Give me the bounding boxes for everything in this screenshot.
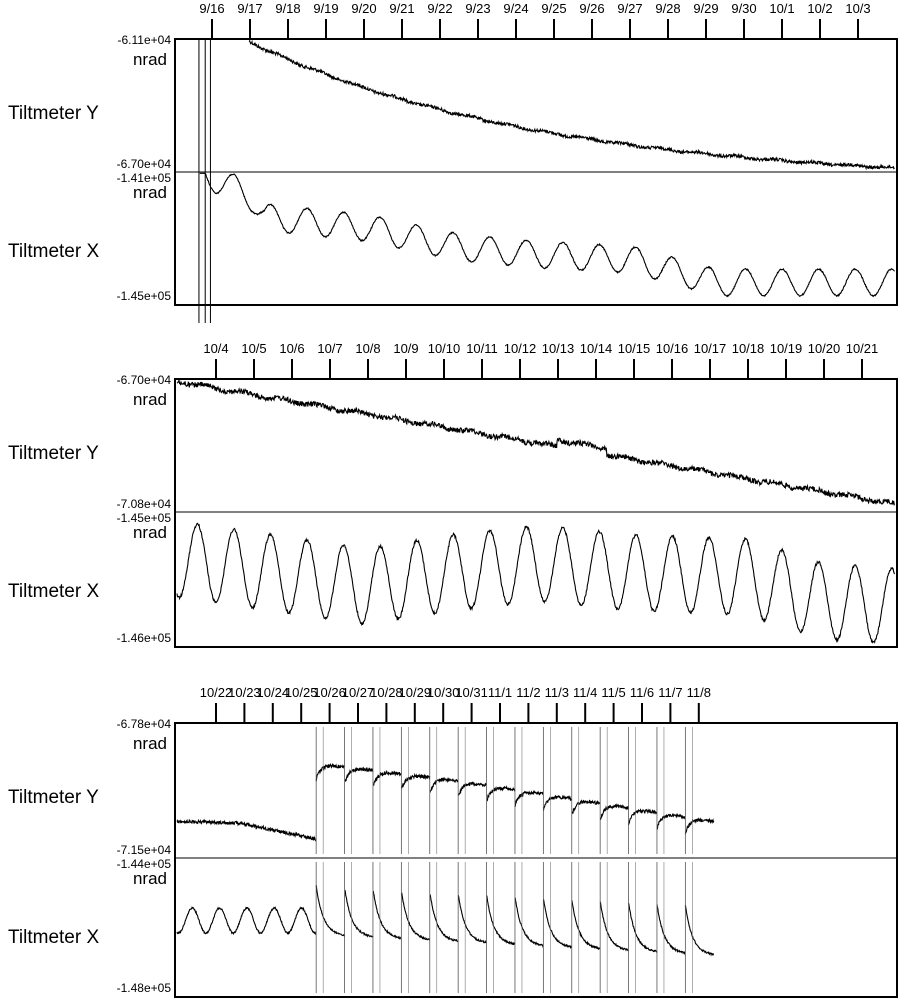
panel-2 [8, 341, 897, 647]
date-tick-label: 10/15 [617, 341, 651, 356]
date-tick-label: 9/20 [351, 1, 377, 16]
date-tick-label: 11/1 [487, 685, 513, 700]
date-tick-label: 9/18 [275, 1, 301, 16]
date-tick-label: 10/10 [427, 341, 461, 356]
panel-1 [8, 1, 897, 323]
date-tick-label: 9/23 [465, 1, 491, 16]
axis-max-label: -6.78e+04 [116, 717, 171, 731]
date-tick-label: 11/4 [573, 685, 598, 700]
date-tick-label: 10/6 [279, 341, 305, 356]
date-tick-label: 10/18 [731, 341, 765, 356]
date-tick-label: 10/3 [845, 1, 871, 16]
date-tick-label: 10/26 [313, 685, 346, 700]
axis-max-label: -1.41e+05 [116, 171, 171, 185]
date-tick-label: 9/25 [541, 1, 567, 16]
panel-frame [175, 379, 897, 647]
series-tiltmeter-x [8, 39, 897, 323]
unit-label: nrad [132, 734, 167, 753]
unit-label: nrad [132, 869, 167, 888]
date-tick-label: 9/28 [655, 1, 681, 16]
panel-3 [8, 685, 897, 997]
date-tick-label: 11/8 [686, 685, 711, 700]
date-tick-label: 9/19 [313, 1, 339, 16]
date-tick-label: 10/27 [341, 685, 375, 700]
date-tick-label: 10/19 [769, 341, 803, 356]
series-tiltmeter-y [8, 373, 895, 511]
date-tick-label: 10/8 [355, 341, 381, 356]
date-tick-label: 9/30 [731, 1, 757, 16]
date-tick-label: 9/29 [693, 1, 719, 16]
series-trace [249, 41, 895, 169]
axis-min-label: -1.45e+05 [116, 289, 171, 303]
series-trace [177, 885, 714, 955]
date-tick-label: 10/20 [807, 341, 841, 356]
unit-label: nrad [132, 390, 167, 409]
date-tick-label: 10/4 [203, 341, 229, 356]
series-name-label: Tiltmeter X [8, 581, 100, 602]
series-trace [177, 381, 895, 505]
date-tick-label: 10/13 [541, 341, 575, 356]
date-tick-label: 9/26 [579, 1, 605, 16]
series-trace [177, 523, 895, 642]
date-tick-label: 11/5 [601, 685, 626, 700]
date-tick-label: 9/27 [617, 1, 643, 16]
date-tick-label: 10/21 [845, 341, 879, 356]
date-tick-label: 10/7 [317, 341, 343, 356]
date-tick-label: 9/17 [237, 1, 263, 16]
unit-label: nrad [132, 183, 167, 202]
series-tiltmeter-y [8, 33, 895, 171]
axis-min-label: -7.08e+04 [116, 497, 171, 511]
date-tick-label: 9/16 [199, 1, 225, 16]
axis-min-label: -1.48e+05 [116, 981, 171, 995]
axis-min-label: -6.70e+04 [116, 157, 171, 171]
date-tick-label: 10/22 [199, 685, 233, 700]
date-tick-label: 10/2 [807, 1, 833, 16]
date-tick-label: 9/21 [389, 1, 415, 16]
date-tick-label: 10/25 [284, 685, 318, 700]
series-tiltmeter-x [8, 857, 897, 995]
panel-frame [175, 723, 897, 997]
series-tiltmeter-x [8, 511, 897, 645]
date-tick-label: 10/30 [426, 685, 460, 700]
date-tick-label: 10/12 [503, 341, 537, 356]
date-tick-label: 10/31 [455, 685, 488, 700]
date-tick-label: 10/1 [769, 1, 795, 16]
axis-max-label: -1.45e+05 [116, 511, 171, 525]
date-tick-label: 10/11 [466, 341, 498, 356]
series-name-label: Tiltmeter Y [8, 443, 99, 464]
date-tick-label: 11/2 [516, 685, 541, 700]
series-name-label: Tiltmeter X [8, 241, 100, 262]
date-tick-label: 10/9 [393, 341, 419, 356]
unit-label: nrad [132, 523, 167, 542]
axis-min-label: -7.15e+04 [116, 843, 171, 857]
series-trace [200, 173, 895, 296]
date-tick-label: 10/16 [655, 341, 689, 356]
date-tick-label: 10/23 [228, 685, 261, 700]
date-tick-label: 10/5 [241, 341, 267, 356]
date-tick-label: 11/6 [629, 685, 655, 700]
unit-label: nrad [132, 50, 167, 69]
series-name-label: Tiltmeter X [8, 927, 100, 948]
series-name-label: Tiltmeter Y [8, 787, 99, 808]
axis-max-label: -6.11e+04 [117, 33, 171, 47]
axis-max-label: -1.44e+05 [116, 857, 171, 871]
date-tick-label: 11/7 [658, 685, 683, 700]
series-name-label: Tiltmeter Y [8, 103, 99, 124]
date-tick-label: 9/22 [427, 1, 453, 16]
date-tick-label: 10/29 [398, 685, 432, 700]
date-tick-label: 11/3 [544, 685, 569, 700]
date-tick-label: 9/24 [503, 1, 529, 16]
axis-min-label: -1.46e+05 [116, 631, 171, 645]
date-tick-label: 10/24 [256, 685, 290, 700]
date-tick-label: 10/28 [370, 685, 403, 700]
date-tick-label: 10/14 [579, 341, 613, 356]
axis-max-label: -6.70e+04 [116, 373, 171, 387]
date-tick-label: 10/17 [693, 341, 727, 356]
series-trace [177, 764, 714, 840]
series-tiltmeter-y [8, 717, 714, 857]
